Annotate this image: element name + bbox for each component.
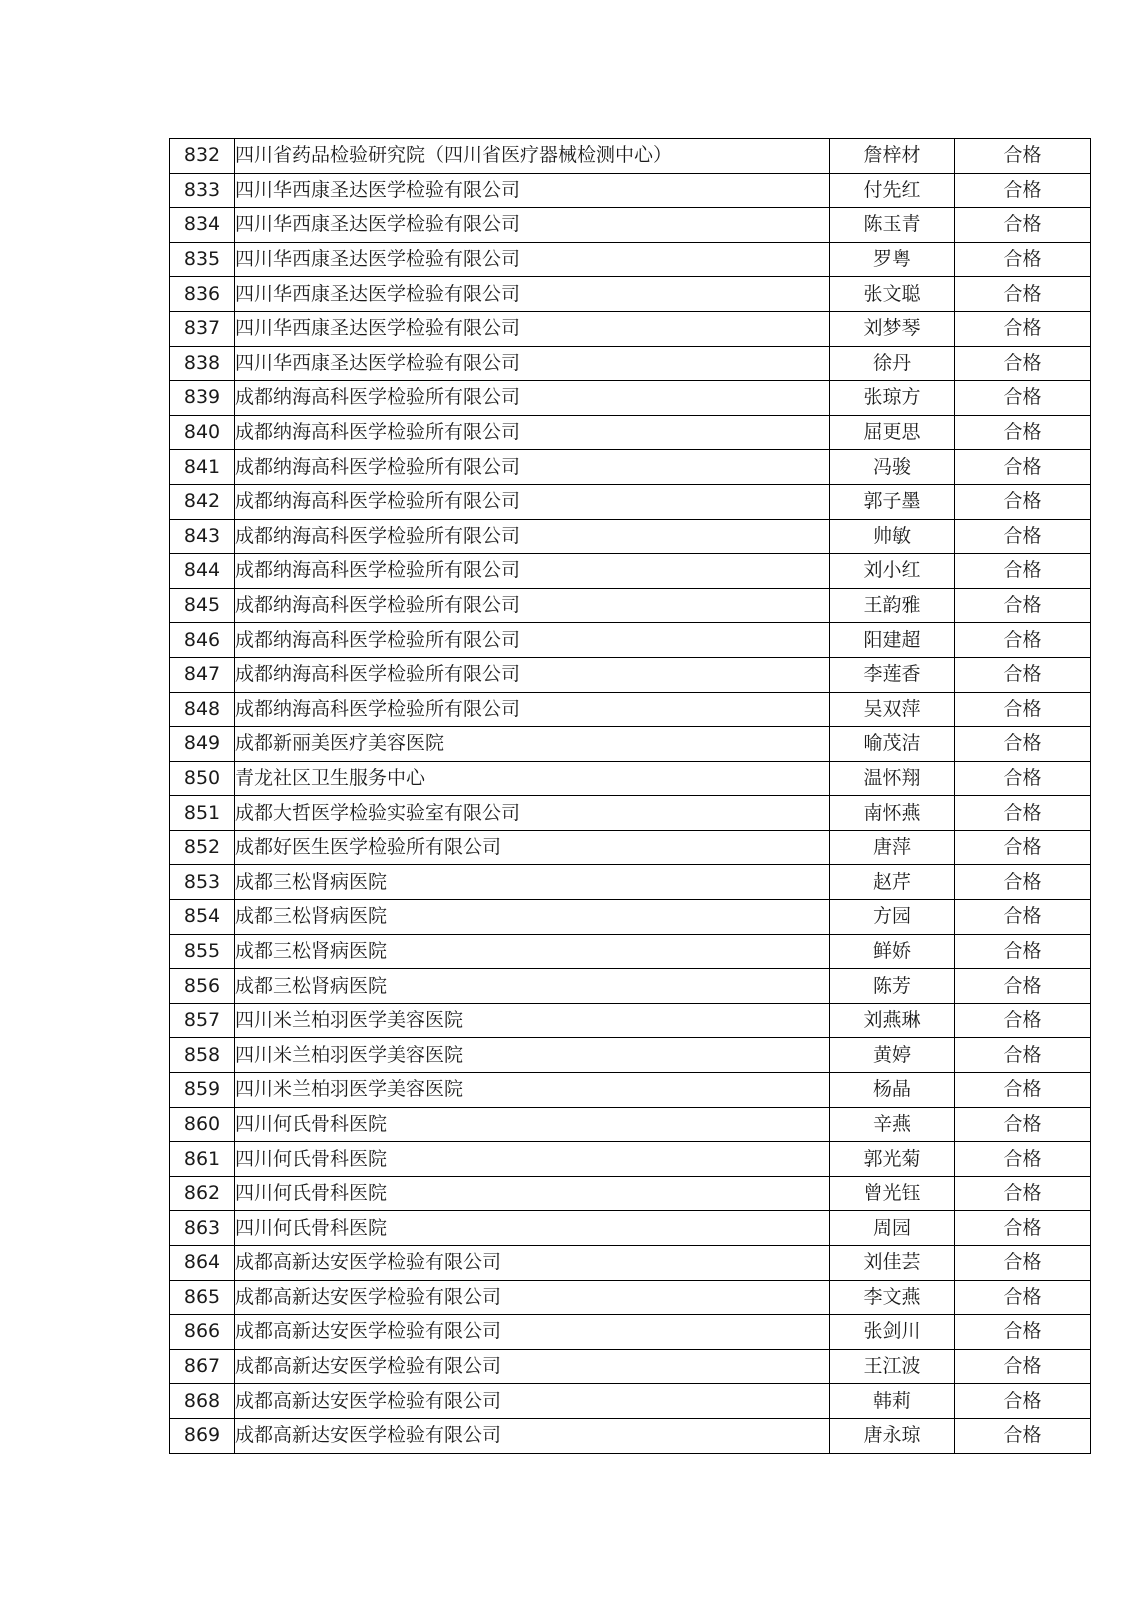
person-name-cell: 郭光菊 [830,1142,955,1177]
result-cell: 合格 [955,381,1091,416]
row-number-cell: 840 [170,415,235,450]
person-name-cell: 赵芹 [830,865,955,900]
result-cell: 合格 [955,588,1091,623]
row-number-cell: 859 [170,1073,235,1108]
row-number-cell: 842 [170,484,235,519]
organization-cell: 四川何氏骨科医院 [235,1142,830,1177]
table-row [170,692,1091,727]
result-cell: 合格 [955,657,1091,692]
row-number-cell: 846 [170,623,235,658]
person-name-cell: 黄婷 [830,1038,955,1073]
table-row [170,761,1091,796]
person-name-cell: 王韵雅 [830,588,955,623]
organization-cell: 成都纳海高科医学检验所有限公司 [235,450,830,485]
table-row [170,139,1091,174]
organization-cell: 成都纳海高科医学检验所有限公司 [235,657,830,692]
table-row [170,1418,1091,1453]
result-cell: 合格 [955,519,1091,554]
row-number-cell: 851 [170,796,235,831]
person-name-cell: 付先红 [830,173,955,208]
table-row [170,969,1091,1004]
table-row [170,865,1091,900]
row-number-cell: 841 [170,450,235,485]
row-number-cell: 845 [170,588,235,623]
person-name-cell: 陈芳 [830,969,955,1004]
table-row [170,1211,1091,1246]
result-cell: 合格 [955,1211,1091,1246]
organization-cell: 四川米兰柏羽医学美容医院 [235,1038,830,1073]
result-cell: 合格 [955,796,1091,831]
row-number-cell: 865 [170,1280,235,1315]
organization-cell: 成都高新达安医学检验有限公司 [235,1418,830,1453]
row-number-cell: 861 [170,1142,235,1177]
person-name-cell: 帅敏 [830,519,955,554]
table-row [170,1142,1091,1177]
table-row [170,1003,1091,1038]
organization-cell: 成都纳海高科医学检验所有限公司 [235,554,830,589]
person-name-cell: 陈玉青 [830,208,955,243]
person-name-cell: 李文燕 [830,1280,955,1315]
organization-cell: 四川华西康圣达医学检验有限公司 [235,208,830,243]
person-name-cell: 徐丹 [830,346,955,381]
organization-cell: 成都纳海高科医学检验所有限公司 [235,623,830,658]
table-row [170,1315,1091,1350]
table-row [170,623,1091,658]
row-number-cell: 833 [170,173,235,208]
row-number-cell: 835 [170,242,235,277]
result-cell: 合格 [955,139,1091,174]
table-row [170,311,1091,346]
table-row [170,1176,1091,1211]
result-cell: 合格 [955,623,1091,658]
result-cell: 合格 [955,969,1091,1004]
person-name-cell: 韩莉 [830,1384,955,1419]
person-name-cell: 张琼方 [830,381,955,416]
row-number-cell: 834 [170,208,235,243]
organization-cell: 四川华西康圣达医学检验有限公司 [235,311,830,346]
organization-cell: 成都纳海高科医学检验所有限公司 [235,519,830,554]
person-name-cell: 张剑川 [830,1315,955,1350]
table-row [170,173,1091,208]
organization-cell: 成都纳海高科医学检验所有限公司 [235,692,830,727]
result-cell: 合格 [955,1107,1091,1142]
person-name-cell: 屈更思 [830,415,955,450]
table-row [170,727,1091,762]
result-cell: 合格 [955,1384,1091,1419]
row-number-cell: 869 [170,1418,235,1453]
row-number-cell: 863 [170,1211,235,1246]
row-number-cell: 868 [170,1384,235,1419]
organization-cell: 成都纳海高科医学检验所有限公司 [235,484,830,519]
organization-cell: 成都纳海高科医学检验所有限公司 [235,381,830,416]
table-row [170,934,1091,969]
table-row [170,484,1091,519]
result-cell: 合格 [955,311,1091,346]
organization-cell: 四川华西康圣达医学检验有限公司 [235,242,830,277]
row-number-cell: 838 [170,346,235,381]
organization-cell: 四川何氏骨科医院 [235,1211,830,1246]
result-cell: 合格 [955,1349,1091,1384]
person-name-cell: 周园 [830,1211,955,1246]
organization-cell: 成都三松肾病医院 [235,969,830,1004]
table-row [170,1073,1091,1108]
result-cell: 合格 [955,692,1091,727]
person-name-cell: 吴双萍 [830,692,955,727]
row-number-cell: 853 [170,865,235,900]
person-name-cell: 刘小红 [830,554,955,589]
person-name-cell: 杨晶 [830,1073,955,1108]
row-number-cell: 832 [170,139,235,174]
organization-cell: 四川华西康圣达医学检验有限公司 [235,277,830,312]
row-number-cell: 857 [170,1003,235,1038]
row-number-cell: 849 [170,727,235,762]
result-cell: 合格 [955,934,1091,969]
qualification-results-table [169,138,1091,1454]
person-name-cell: 方园 [830,900,955,935]
organization-cell: 四川米兰柏羽医学美容医院 [235,1073,830,1108]
table-row [170,1107,1091,1142]
result-cell: 合格 [955,450,1091,485]
row-number-cell: 836 [170,277,235,312]
result-cell: 合格 [955,1003,1091,1038]
row-number-cell: 843 [170,519,235,554]
organization-cell: 四川何氏骨科医院 [235,1176,830,1211]
table-row [170,900,1091,935]
organization-cell: 成都好医生医学检验所有限公司 [235,830,830,865]
organization-cell: 成都三松肾病医院 [235,900,830,935]
table-row [170,588,1091,623]
row-number-cell: 867 [170,1349,235,1384]
result-cell: 合格 [955,830,1091,865]
result-cell: 合格 [955,1315,1091,1350]
result-cell: 合格 [955,173,1091,208]
row-number-cell: 844 [170,554,235,589]
result-cell: 合格 [955,727,1091,762]
table-row [170,381,1091,416]
organization-cell: 成都高新达安医学检验有限公司 [235,1384,830,1419]
organization-cell: 成都三松肾病医院 [235,934,830,969]
table-row [170,1246,1091,1281]
organization-cell: 成都纳海高科医学检验所有限公司 [235,588,830,623]
result-cell: 合格 [955,1038,1091,1073]
table-body [170,139,1091,1454]
person-name-cell: 罗粤 [830,242,955,277]
organization-cell: 四川华西康圣达医学检验有限公司 [235,173,830,208]
row-number-cell: 864 [170,1246,235,1281]
row-number-cell: 837 [170,311,235,346]
row-number-cell: 860 [170,1107,235,1142]
table-row [170,346,1091,381]
person-name-cell: 詹梓材 [830,139,955,174]
table-row [170,208,1091,243]
person-name-cell: 南怀燕 [830,796,955,831]
organization-cell: 成都高新达安医学检验有限公司 [235,1246,830,1281]
row-number-cell: 848 [170,692,235,727]
person-name-cell: 温怀翔 [830,761,955,796]
table-row [170,796,1091,831]
result-cell: 合格 [955,1280,1091,1315]
table-row [170,1384,1091,1419]
result-cell: 合格 [955,242,1091,277]
result-cell: 合格 [955,1176,1091,1211]
result-cell: 合格 [955,415,1091,450]
row-number-cell: 852 [170,830,235,865]
organization-cell: 成都纳海高科医学检验所有限公司 [235,415,830,450]
result-cell: 合格 [955,900,1091,935]
row-number-cell: 854 [170,900,235,935]
person-name-cell: 郭子墨 [830,484,955,519]
row-number-cell: 847 [170,657,235,692]
row-number-cell: 850 [170,761,235,796]
row-number-cell: 866 [170,1315,235,1350]
person-name-cell: 刘燕琳 [830,1003,955,1038]
organization-cell: 成都高新达安医学检验有限公司 [235,1280,830,1315]
table-row [170,657,1091,692]
table-row [170,1280,1091,1315]
table-row [170,242,1091,277]
organization-cell: 四川米兰柏羽医学美容医院 [235,1003,830,1038]
organization-cell: 青龙社区卫生服务中心 [235,761,830,796]
row-number-cell: 855 [170,934,235,969]
table-row [170,519,1091,554]
result-cell: 合格 [955,1246,1091,1281]
organization-cell: 成都三松肾病医院 [235,865,830,900]
table-row [170,415,1091,450]
organization-cell: 成都高新达安医学检验有限公司 [235,1349,830,1384]
row-number-cell: 862 [170,1176,235,1211]
result-cell: 合格 [955,484,1091,519]
row-number-cell: 858 [170,1038,235,1073]
person-name-cell: 刘梦琴 [830,311,955,346]
person-name-cell: 辛燕 [830,1107,955,1142]
organization-cell: 四川何氏骨科医院 [235,1107,830,1142]
person-name-cell: 鲜娇 [830,934,955,969]
organization-cell: 四川华西康圣达医学检验有限公司 [235,346,830,381]
person-name-cell: 李莲香 [830,657,955,692]
result-cell: 合格 [955,554,1091,589]
organization-cell: 成都大哲医学检验实验室有限公司 [235,796,830,831]
row-number-cell: 839 [170,381,235,416]
result-cell: 合格 [955,1142,1091,1177]
result-cell: 合格 [955,1073,1091,1108]
table-row [170,1349,1091,1384]
person-name-cell: 王江波 [830,1349,955,1384]
person-name-cell: 唐永琼 [830,1418,955,1453]
result-cell: 合格 [955,761,1091,796]
organization-cell: 成都高新达安医学检验有限公司 [235,1315,830,1350]
result-cell: 合格 [955,277,1091,312]
table-row [170,450,1091,485]
person-name-cell: 唐萍 [830,830,955,865]
organization-cell: 四川省药品检验研究院（四川省医疗器械检测中心） [235,139,830,174]
person-name-cell: 冯骏 [830,450,955,485]
result-cell: 合格 [955,208,1091,243]
person-name-cell: 刘佳芸 [830,1246,955,1281]
organization-cell: 成都新丽美医疗美容医院 [235,727,830,762]
person-name-cell: 阳建超 [830,623,955,658]
table-row [170,1038,1091,1073]
result-cell: 合格 [955,346,1091,381]
person-name-cell: 曾光钰 [830,1176,955,1211]
table-row [170,277,1091,312]
row-number-cell: 856 [170,969,235,1004]
person-name-cell: 喻茂洁 [830,727,955,762]
result-cell: 合格 [955,865,1091,900]
result-cell: 合格 [955,1418,1091,1453]
person-name-cell: 张文聪 [830,277,955,312]
table-row [170,830,1091,865]
table-row [170,554,1091,589]
